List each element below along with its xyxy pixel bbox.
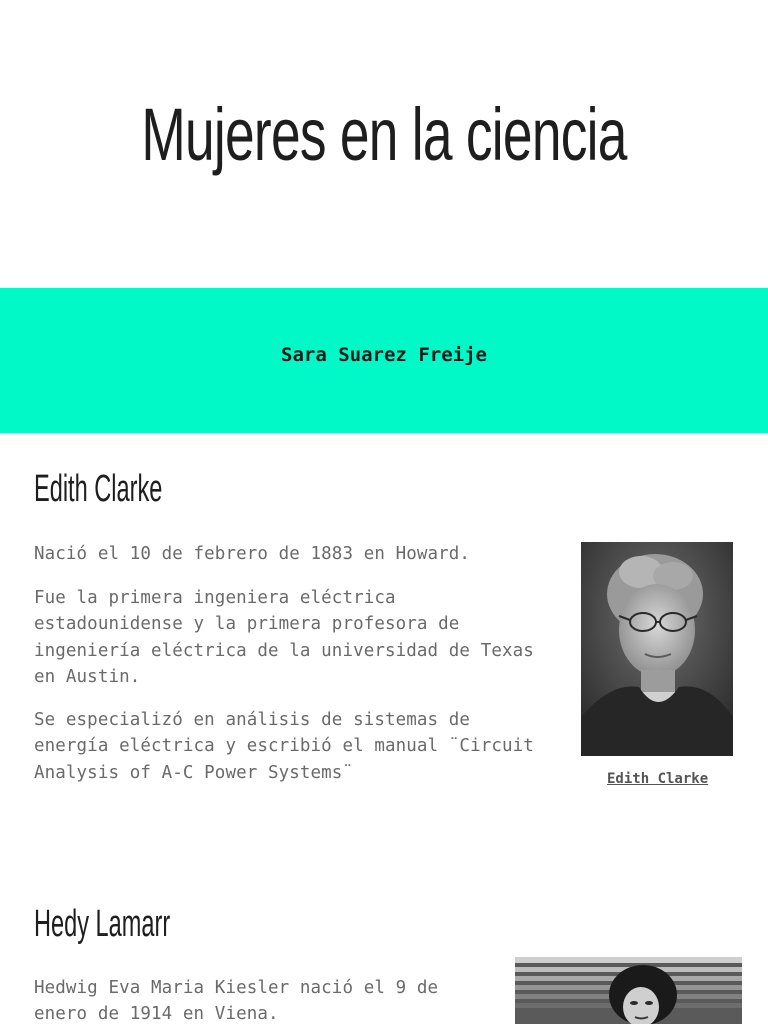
edith-paragraph-career: Fue la primera ingeniera eléctrica estadounidense y la primera profesora de ingeniería eléctrica de la universidad de Texas en Austin. xyxy=(34,588,534,687)
section-heading-edith-clarke: Edith Clarke xyxy=(34,468,163,510)
author-banner xyxy=(0,288,768,433)
edith-clarke-caption-link[interactable]: Edith Clarke xyxy=(607,771,709,787)
hedy-lamarr-portrait xyxy=(515,957,742,1024)
edith-clarke-portrait xyxy=(581,542,733,756)
section-heading-hedy-lamarr: Hedy Lamarr xyxy=(34,903,171,945)
edith-paragraph-specialty: Se especializó en análisis de sistemas de energía eléctrica y escribió el manual ¨Circuit Analysis of A-C Power Systems¨ xyxy=(34,710,534,783)
hedy-paragraph-birth: Hedwig Eva Maria Kiesler nació el 9 de enero de 1914 en Viena. xyxy=(34,978,439,1024)
edith-paragraph-birth: Nació el 10 de febrero de 1883 en Howard. xyxy=(34,544,471,564)
author-name: Sara Suarez Freije xyxy=(281,344,487,366)
page-title: Mujeres en la ciencia xyxy=(141,93,627,176)
